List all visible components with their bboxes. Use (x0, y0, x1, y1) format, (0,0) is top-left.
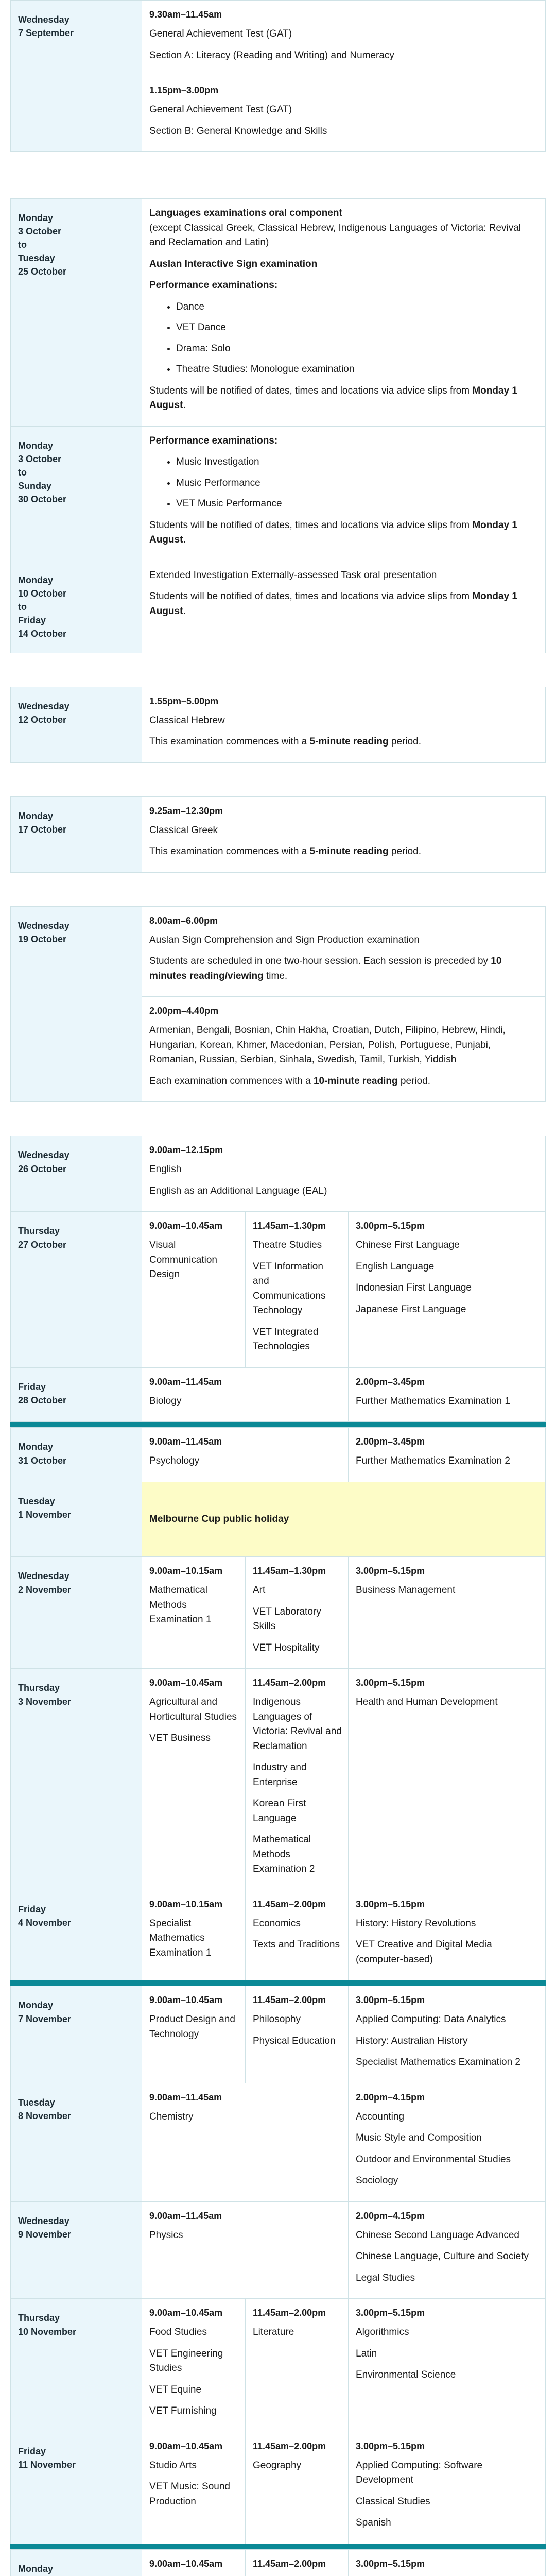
exam-title: Geography (253, 2460, 302, 2471)
advice-note: Students will be notified of dates, times and locations via advice slips from Monday 1 August. (149, 385, 517, 411)
session-time: 9.00am–10.45am (149, 2308, 223, 2318)
exam-title: Chemistry (149, 2111, 194, 2122)
reading-note: Students are scheduled in one two-hour session. Each session is preceded by 10 minutes reading/viewing time. (149, 956, 502, 981)
exam-title: Studio Arts (149, 2460, 197, 2471)
session-time: 1.55pm–5.00pm (149, 696, 219, 706)
session-column (245, 1890, 348, 1980)
date-cell: Thursday 10 November (11, 2299, 142, 2432)
session-column (245, 1212, 348, 1367)
timetable-row (11, 1, 545, 151)
list-item: • Drama: Solo (176, 342, 535, 357)
session-time: 2.00pm–4.15pm (356, 2092, 425, 2103)
timetable-block (10, 796, 546, 873)
exam-title: Philosophy (253, 2014, 301, 2025)
session-column (142, 1368, 348, 1422)
exam-title: English as an Additional Language (EAL) (149, 1185, 327, 1196)
session-time: 11.45am–1.30pm (253, 1221, 326, 1231)
exam-title: Economics (253, 1918, 301, 1929)
session-time: 9.00am–10.45am (149, 2558, 223, 2569)
timetable-row (11, 797, 545, 872)
exam-title: Chinese Language, Culture and Society (356, 2251, 529, 2262)
date-cell: Tuesday 8 November (11, 2083, 142, 2201)
session-column (142, 2299, 245, 2432)
exam-title: Applied Computing: Data Analytics (356, 2014, 506, 2025)
holiday-row (11, 1482, 545, 1557)
exam-title: Music Style and Composition (356, 2132, 482, 2144)
exam-title: Indonesian First Language (356, 1282, 472, 1294)
exam-title: Outdoor and Environmental Studies (356, 2154, 511, 2165)
exam-title: Extended Investigation Externally-assessed Task oral presentation (149, 569, 437, 581)
date-cell: Thursday 3 November (11, 1669, 142, 1890)
exam-title: Mathematical Methods Examination 2 (253, 1834, 315, 1875)
timetable-row (11, 1668, 545, 1890)
list-item: • Music Investigation (176, 455, 535, 470)
exam-title: Biology (149, 1395, 182, 1406)
session-column (245, 1557, 348, 1668)
session-column (142, 2550, 245, 2576)
date-cell: Friday 4 November (11, 1890, 142, 1980)
exam-title: VET Creative and Digital Media (computer-based) (356, 1939, 492, 1965)
date-cell: Monday 10 October to Friday 14 October (11, 561, 142, 653)
section-heading: Auslan Interactive Sign examination (149, 258, 318, 269)
exam-title: Applied Computing: Software Development (356, 2460, 483, 2486)
session-time: 9.00am–11.45am (149, 1376, 222, 1387)
session-time: 8.00am–6.00pm (149, 915, 218, 926)
exam-title: Health and Human Development (356, 1697, 498, 1708)
section-heading: Languages examinations oral component (149, 208, 342, 218)
session-time: 11.45am–2.00pm (253, 2441, 326, 2451)
session-time: 11.45am–2.00pm (253, 1899, 326, 1909)
timetable-row (11, 426, 545, 561)
session-column (142, 2432, 245, 2544)
session (142, 797, 545, 872)
date-cell: Wednesday 12 October (11, 687, 142, 762)
timetable-block (10, 0, 546, 152)
session-column (348, 2432, 545, 2544)
session-column (348, 2299, 545, 2432)
session-time: 11.45am–2.00pm (253, 2558, 326, 2569)
exam-title: Literature (253, 2327, 294, 2338)
exam-list (149, 300, 535, 377)
session-column (245, 2299, 348, 2432)
session (142, 561, 545, 632)
exam-title: History: Australian History (356, 2035, 468, 2046)
reading-note: This examination commences with a 5-minute reading period. (149, 846, 421, 857)
session-time: 2.00pm–3.45pm (356, 1376, 425, 1387)
date-cell: Monday 31 October (11, 1428, 142, 1482)
session-column (348, 1428, 545, 1482)
exam-title: Korean First Language (253, 1798, 306, 1824)
session (142, 687, 545, 762)
exam-title: Further Mathematics Examination 1 (356, 1395, 510, 1406)
exam-title: VET Equine (149, 2384, 202, 2395)
session-column (142, 1890, 245, 1980)
advice-note: Students will be notified of dates, times and locations via advice slips from Monday 1 August. (149, 519, 517, 545)
exam-title: VET Laboratory Skills (253, 1606, 321, 1632)
timetable-row (11, 1986, 545, 2083)
session-time: 1.15pm–3.00pm (149, 85, 219, 95)
session-time: 9.00am–10.45am (149, 1677, 223, 1688)
date-cell: Monday 3 October to Sunday 30 October (11, 427, 142, 561)
date-cell: Friday 11 November (11, 2432, 142, 2544)
week-divider (10, 1422, 546, 1427)
timetable-row (11, 199, 545, 426)
timetable-block (10, 198, 546, 653)
session-time: 2.00pm–3.45pm (356, 1436, 425, 1447)
timetable-row (11, 2432, 545, 2544)
exam-title: General Achievement Test (GAT) (149, 104, 292, 115)
exam-title: General Achievement Test (GAT) (149, 28, 292, 39)
session-time: 3.00pm–5.15pm (356, 1995, 425, 2006)
session-column (348, 1368, 545, 1422)
session-time: 11.45am–1.30pm (253, 1566, 326, 1577)
advice-note: Students will be notified of dates, times and locations via advice slips from Monday 1 August. (149, 591, 517, 617)
session-time: 3.00pm–5.15pm (356, 1899, 425, 1909)
exam-title: Chinese Second Language Advanced (356, 2229, 519, 2241)
date-cell: Friday 28 October (11, 1368, 142, 1422)
exam-title: Theatre Studies (253, 1240, 322, 1251)
exam-title: Business Management (356, 1585, 456, 1596)
session-time: 9.00am–11.45am (149, 2092, 222, 2103)
timetable-row (11, 1367, 545, 1422)
session-column (348, 1557, 545, 1668)
session-time: 9.00am–12.15pm (149, 1145, 223, 1156)
session (142, 76, 545, 151)
timetable-row (11, 561, 545, 653)
session-column (348, 1212, 545, 1367)
timetable-block (10, 906, 546, 1103)
date-cell: Wednesday 9 November (11, 2202, 142, 2299)
exam-title: Food Studies (149, 2327, 207, 2338)
session-column (142, 1212, 245, 1367)
session-time: 3.00pm–5.15pm (356, 2441, 425, 2451)
session-time: 9.00am–10.15am (149, 1566, 223, 1577)
exam-title: Classical Greek (149, 824, 218, 836)
timetable-block (10, 1136, 546, 1422)
date-cell: Wednesday 19 October (11, 907, 142, 1102)
week-divider (10, 2544, 546, 2549)
session-time: 3.00pm–5.15pm (356, 1677, 425, 1688)
session-time: 3.00pm–5.15pm (356, 2558, 425, 2569)
session (142, 427, 545, 561)
exam-title: Classical Hebrew (149, 715, 225, 726)
timetable-row (11, 687, 545, 762)
session-time: 9.25am–12.30pm (149, 805, 223, 816)
session-column (142, 1669, 245, 1890)
exam-note: (except Classical Greek, Classical Hebrew, Indigenous Languages of Victoria: Revival and Reclamation and Latin) (149, 222, 522, 248)
session-time: 2.00pm–4.15pm (356, 2210, 425, 2221)
list-item: • Theatre Studies: Monologue examination (176, 362, 535, 377)
date-cell: Tuesday 1 November (11, 1482, 142, 1557)
session-column (142, 1428, 348, 1482)
exam-title: VET Engineering Studies (149, 2348, 223, 2374)
exam-title: Sociology (356, 2175, 398, 2187)
session (142, 996, 545, 1101)
exam-title: History: History Revolutions (356, 1918, 476, 1929)
session-column (348, 1669, 545, 1890)
reading-note: Each examination commences with a 10-minute reading period. (149, 1075, 430, 1087)
session (142, 907, 545, 997)
session-column (245, 2550, 348, 2576)
session-time: 9.30am–11.45am (149, 9, 222, 20)
timetable-block (10, 687, 546, 763)
session-time: 11.45am–2.00pm (253, 1677, 326, 1688)
exam-title: English (149, 1164, 182, 1175)
timetable-block (10, 1427, 546, 1980)
exam-title: Mathematical Methods Examination 1 (149, 1585, 212, 1625)
list-item: • VET Music Performance (176, 497, 535, 512)
section-heading: Performance examinations: (149, 280, 278, 291)
timetable-row (11, 2550, 545, 2576)
timetable-block (10, 2549, 546, 2576)
date-cell: Wednesday 2 November (11, 1557, 142, 1668)
date-cell: Wednesday 7 September (11, 1, 142, 151)
exam-title: Chinese First Language (356, 1240, 460, 1251)
session-time: 9.00am–10.15am (149, 1899, 223, 1909)
exam-title: VET Furnishing (149, 2405, 217, 2417)
exam-title: Legal Studies (356, 2272, 415, 2283)
session (142, 1136, 545, 1211)
session (142, 1, 545, 76)
exam-title: Physical Education (253, 2035, 336, 2046)
exam-title: Latin (356, 2348, 377, 2359)
session-column (348, 2550, 545, 2576)
date-cell: Thursday 27 October (11, 1212, 142, 1367)
exam-title: Agricultural and Horticultural Studies (149, 1697, 237, 1722)
session-time: 2.00pm–4.40pm (149, 1006, 219, 1016)
list-item: • Dance (176, 300, 535, 315)
exam-title: Visual Communication Design (149, 1240, 217, 1280)
list-item: • VET Dance (176, 320, 535, 335)
session-column (245, 2432, 348, 2544)
exam-title: Accounting (356, 2111, 405, 2122)
session-time: 11.45am–2.00pm (253, 1995, 326, 2006)
exam-title: Algorithmics (356, 2327, 409, 2338)
date-cell: Monday (11, 2550, 142, 2576)
date-cell: Monday 3 October to Tuesday 25 October (11, 199, 142, 426)
timetable-row (11, 907, 545, 1102)
timetable-row (11, 1428, 545, 1482)
date-cell: Wednesday 26 October (11, 1136, 142, 1211)
exam-title: Specialist Mathematics Examination 2 (356, 2057, 520, 2068)
session (142, 199, 545, 426)
exam-title: VET Hospitality (253, 1642, 320, 1653)
session-column (245, 1669, 348, 1890)
session-column (142, 2083, 348, 2201)
timetable-row (11, 2201, 545, 2299)
session-column (142, 2202, 348, 2299)
holiday-label: Melbourne Cup public holiday (149, 1513, 289, 1524)
session-column (348, 1986, 545, 2083)
exam-title: Section B: General Knowledge and Skills (149, 125, 327, 137)
timetable-block (10, 1986, 546, 2544)
exam-title: Spanish (356, 2517, 391, 2529)
timetable-row (11, 1556, 545, 1668)
exam-title: VET Business (149, 1733, 211, 1744)
exam-title: Texts and Traditions (253, 1939, 340, 1951)
week-divider (10, 1980, 546, 1986)
exam-title: Environmental Science (356, 2369, 456, 2381)
exam-title: Indigenous Languages of Victoria: Revival and Reclamation (253, 1697, 342, 1752)
exam-title: Physics (149, 2229, 183, 2241)
exam-title: VET Integrated Technologies (253, 1326, 319, 1352)
exam-title: Armenian, Bengali, Bosnian, Chin Hakha, Croatian, Dutch, Filipino, Hebrew, Hindi, Hungarian, Korean, Khmer, Macedonian, Persian, Polish, Portuguese, Punjabi, Romanian, Russian, Serbian, Sinhala, Swedish, Tamil, Turkish, Yiddish (149, 1025, 506, 1065)
session-column (348, 2202, 545, 2299)
exam-title: Auslan Sign Comprehension and Sign Production examination (149, 934, 420, 945)
exam-title: Industry and Enterprise (253, 1762, 307, 1788)
session-time: 3.00pm–5.15pm (356, 1566, 425, 1577)
exam-title: Section A: Literacy (Reading and Writing) and Numeracy (149, 49, 394, 61)
timetable-row (11, 1890, 545, 1980)
exam-title: Art (253, 1585, 266, 1596)
exam-title: VET Music: Sound Production (149, 2481, 231, 2507)
session-time: 3.00pm–5.15pm (356, 1221, 425, 1231)
exam-title: VET Information and Communications Technology (253, 1261, 326, 1316)
timetable-row (11, 2083, 545, 2201)
session-column (142, 1557, 245, 1668)
session-column (142, 1986, 245, 2083)
list-item: • Music Performance (176, 476, 535, 491)
exam-title: Japanese First Language (356, 1303, 466, 1315)
session-time: 9.00am–10.45am (149, 1995, 223, 2006)
exam-title: Psychology (149, 1455, 200, 1467)
session-time: 9.00am–11.45am (149, 2210, 222, 2221)
session-column (348, 2083, 545, 2201)
session-time: 3.00pm–5.15pm (356, 2308, 425, 2318)
timetable-row (11, 1211, 545, 1367)
date-cell: Monday 7 November (11, 1986, 142, 2083)
session-time: 9.00am–10.45am (149, 1221, 223, 1231)
timetable-row (11, 1136, 545, 1211)
exam-title: English Language (356, 1261, 435, 1272)
exam-list (149, 455, 535, 512)
date-cell: Monday 17 October (11, 797, 142, 872)
exam-title: Product Design and Technology (149, 2014, 235, 2040)
session-time: 9.00am–10.45am (149, 2441, 223, 2451)
session-time: 11.45am–2.00pm (253, 2308, 326, 2318)
timetable-row (11, 2298, 545, 2432)
session-time: 9.00am–11.45am (149, 1436, 222, 1447)
exam-title: Classical Studies (356, 2496, 430, 2507)
reading-note: This examination commences with a 5-minute reading period. (149, 736, 421, 748)
session-column (245, 1986, 348, 2083)
session-column (348, 1890, 545, 1980)
exam-title: Specialist Mathematics Examination 1 (149, 1918, 212, 1958)
exam-title: Further Mathematics Examination 2 (356, 1455, 510, 1467)
section-heading: Performance examinations: (149, 435, 278, 446)
